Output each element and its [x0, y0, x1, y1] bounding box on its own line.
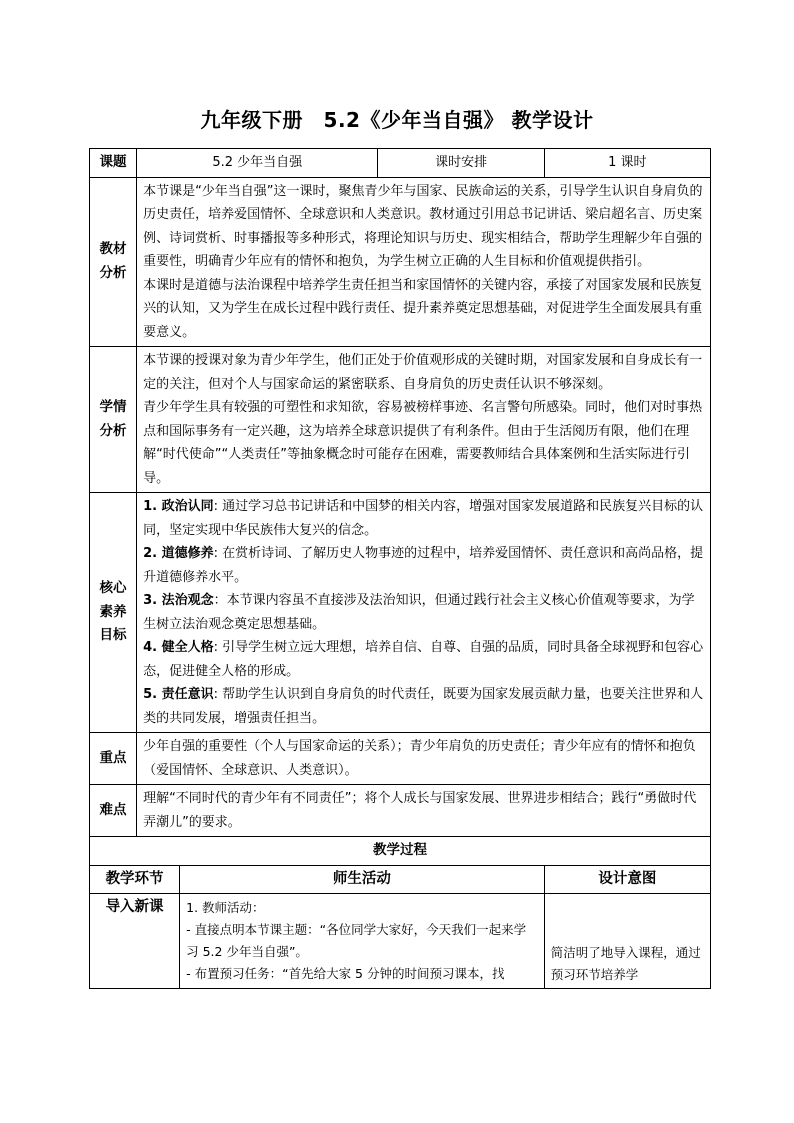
activity-line: 1. 教师活动： — [186, 900, 265, 915]
lesson-plan-table — [89, 148, 711, 989]
process-section-title: 教学过程 — [90, 837, 711, 866]
topic-label: 课题 — [90, 149, 137, 178]
activity-line: - 直接点明本节课主题：“各位同学大家好，今天我们一起来学习 5.2 少年当自强”。 — [186, 922, 527, 959]
difficult-points-content: 理解“不同时代的青少年有不同责任”；将个人成长与国家发展、世界进步相结合；践行“勇做时代弄潮儿”的要求。 — [137, 785, 711, 837]
schedule-value: 1 课时 — [544, 149, 710, 178]
schedule-label: 课时安排 — [378, 149, 544, 178]
process-activity — [180, 894, 545, 989]
process-intent: 简洁明了地导入课程，通过预习环节培养学 — [544, 894, 710, 989]
core-literacy-item: 3. 法治观念：本节课内容虽不直接涉及法治知识，但通过践行社会主义核心价值观等要求，为学生树立法治观念奠定思想基础。 — [143, 593, 695, 632]
core-literacy-item: 2. 道德修养: 在赏析诗词、了解历史人物事迹的过程中，培养爱国情怀、责任意识和高尚品格，提升道德修养水平。 — [143, 546, 704, 585]
student-analysis-label: 学情 分析 — [90, 347, 137, 493]
process-row — [90, 894, 711, 989]
col-header-intent: 设计意图 — [544, 865, 710, 894]
textbook-analysis-content — [137, 177, 711, 347]
core-literacy-row — [90, 493, 711, 733]
col-header-activity: 师生活动 — [180, 865, 545, 894]
key-points-label: 重点 — [90, 733, 137, 785]
textbook-analysis-paragraph: 本节课是“少年当自强”这一课时，聚焦青少年与国家、民族命运的关系，引导学生认识自身肩负的历史责任，培养爱国情怀、全球意识和人类意识。教材通过引用总书记讲话、梁启超名言、历史案例、诗词赏析、时事播报等多种形式，将理论知识与历史、现实相结合，帮助学生理解少年自强的重要性，明确青少年应有的情怀和抱负，为学生树立正确的人生目标和价值观提供指引。 — [143, 183, 703, 269]
process-header-row — [90, 865, 711, 894]
topic-value: 5.2 少年当自强 — [137, 149, 378, 178]
core-literacy-item: 4. 健全人格: 引导学生树立远大理想，培养自信、自尊、自强的品质，同时具备全球视野和包容心态，促进健全人格的形成。 — [143, 640, 704, 679]
key-points-content: 少年自强的重要性（个人与国家命运的关系）；青少年肩负的历史责任；青少年应有的情怀和抱负（爱国情怀、全球意识、人类意识）。 — [137, 733, 711, 785]
activity-line: - 布置预习任务：“首先给大家 5 分钟的时间预习课本，找 — [186, 966, 505, 981]
key-points-row — [90, 733, 711, 785]
textbook-analysis-label: 教材 分析 — [90, 177, 137, 347]
process-stage: 导入新课 — [90, 894, 180, 989]
student-analysis-paragraph: 本节课的授课对象为青少年学生，他们正处于价值观形成的关键时期，对国家发展和自身成长有一定的关注，但对个人与国家命运的紧密联系、自身肩负的历史责任认识不够深刻。 — [143, 353, 703, 392]
student-analysis-row — [90, 347, 711, 493]
process-title-row — [90, 837, 711, 866]
core-literacy-item: 1. 政治认同: 通过学习总书记讲话和中国梦的相关内容，增强对国家发展道路和民族复兴目标的认同，坚定实现中华民族伟大复兴的信念。 — [143, 499, 704, 538]
core-literacy-label: 核心 素养 目标 — [90, 493, 137, 733]
textbook-analysis-row — [90, 177, 711, 347]
core-literacy-content — [137, 493, 711, 733]
document-title: 九年级下册 5.2《少年当自强》 教学设计 — [200, 108, 594, 132]
core-literacy-item: 5. 责任意识: 帮助学生认识到自身肩负的时代责任，既要为国家发展贡献力量，也要关注世界和人类的共同发展，增强责任担当。 — [143, 687, 704, 726]
student-analysis-content — [137, 347, 711, 493]
student-analysis-paragraph: 青少年学生具有较强的可塑性和求知欲，容易被榜样事迹、名言警句所感染。同时，他们对时事热点和国际事务有一定兴趣，这为培养全球意识提供了有利条件。但由于生活阅历有限，他们在理解“时代使命”“人类责任”等抽象概念时可能存在困难，需要教师结合具体案例和生活实际进行引导。 — [143, 400, 703, 486]
difficult-points-label: 难点 — [90, 785, 137, 837]
topic-row — [90, 149, 711, 178]
textbook-analysis-paragraph: 本课时是道德与法治课程中培养学生责任担当和家国情怀的关键内容，承接了对国家发展和民族复兴的认知，又为学生在成长过程中践行责任、提升素养奠定思想基础，对促进学生全面发展具有重要意义。 — [143, 277, 703, 340]
difficult-points-row — [90, 785, 711, 837]
col-header-stage: 教学环节 — [90, 865, 180, 894]
